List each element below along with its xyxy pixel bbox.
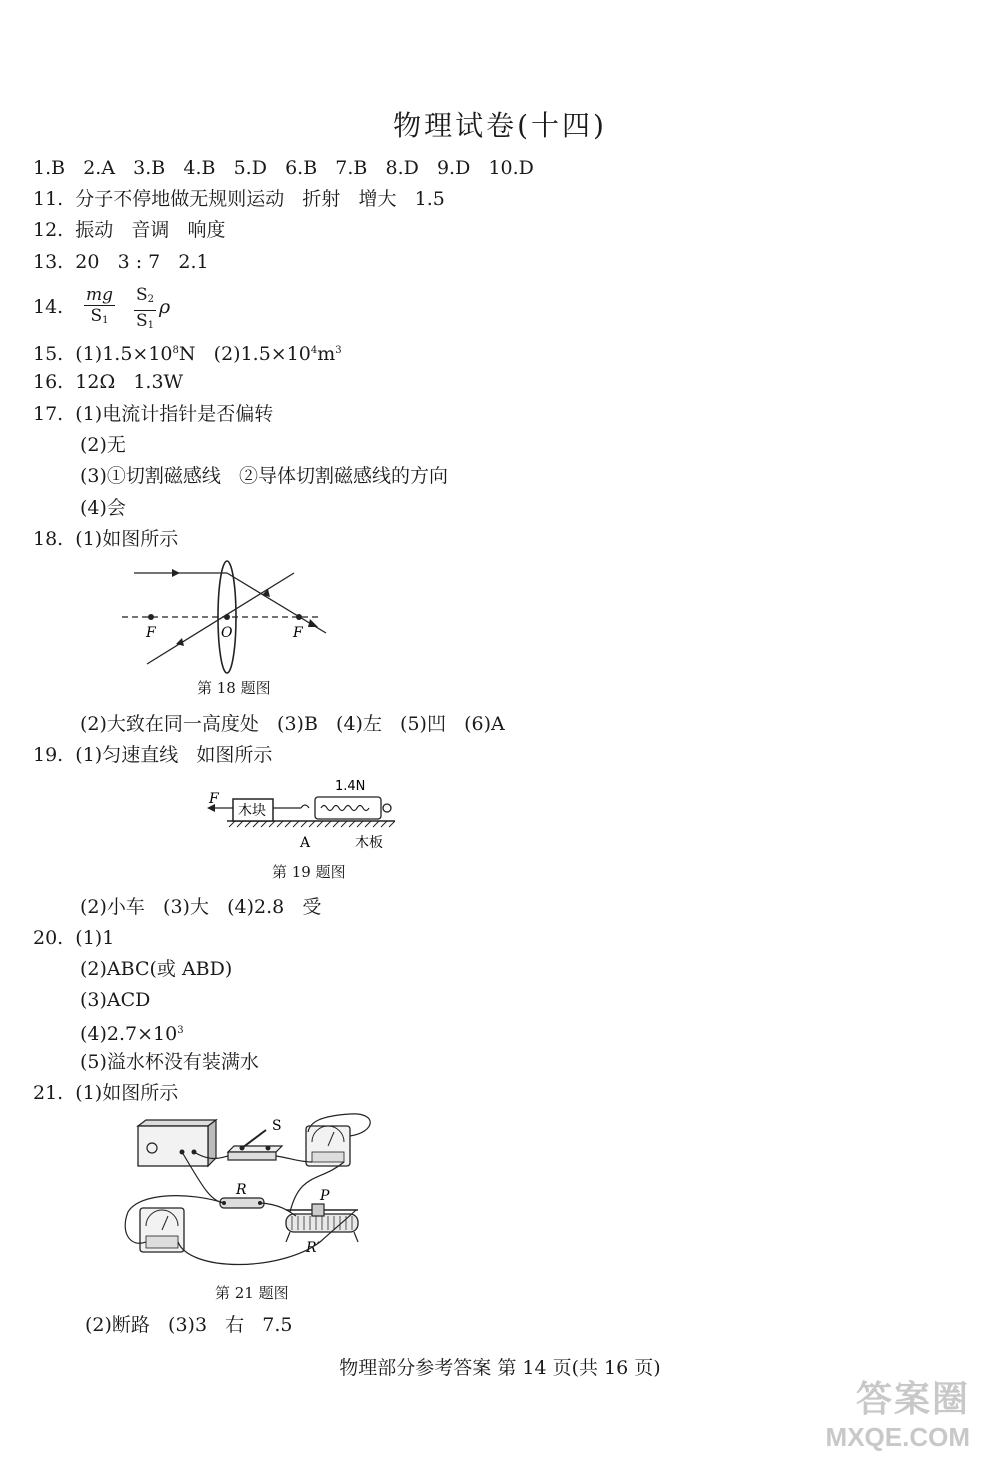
label-slider: P bbox=[320, 1188, 330, 1204]
answer-18-rest: (2)大致在同一高度处 (3)B (4)左 (5)凹 (6)A bbox=[80, 713, 505, 735]
answer-17-3: (3)①切割磁感线 ②导体切割磁感线的方向 bbox=[80, 465, 449, 487]
rho-symbol: ρ bbox=[159, 296, 171, 318]
page-title: 物理试卷(十四) bbox=[393, 109, 607, 142]
fraction-numerator: mg bbox=[86, 285, 114, 305]
resistor bbox=[220, 1198, 264, 1208]
circuit-diagram bbox=[120, 1112, 380, 1282]
formula-s2-over-s1 bbox=[134, 285, 156, 336]
fraction-denominator: $S_1$ bbox=[136, 311, 155, 331]
watermark-logo: 答案圈 bbox=[855, 1378, 970, 1419]
figure-18-caption: 第 18 题图 bbox=[197, 679, 271, 697]
focus-point-right bbox=[296, 614, 302, 620]
answer-17: 17. (1)电流计指针是否偏转 bbox=[33, 403, 274, 425]
arrow-head bbox=[172, 569, 180, 577]
label-rheostat: R′ bbox=[306, 1240, 320, 1256]
label-force: F bbox=[209, 791, 219, 807]
lens-ray-diagram bbox=[120, 555, 340, 675]
label-resistor: R bbox=[236, 1182, 247, 1198]
board-hatching bbox=[229, 821, 395, 827]
answer-row-1-10: 1.B 2.A 3.B 4.B 5.D 6.B 7.B 8.D 9.D 10.D bbox=[33, 157, 534, 179]
label-board: 木板 bbox=[355, 835, 383, 851]
ammeter-bottom-left bbox=[140, 1208, 184, 1252]
answer-19-rest: (2)小车 (3)大 (4)2.8 受 bbox=[80, 896, 322, 918]
optical-center bbox=[224, 614, 230, 620]
hook bbox=[301, 805, 309, 808]
spring-scale-diagram bbox=[205, 775, 405, 855]
power-supply bbox=[138, 1120, 216, 1166]
answer-14-label: 14. bbox=[33, 296, 64, 318]
watermark bbox=[826, 1371, 970, 1453]
watermark-url: MXQE.COM bbox=[825, 1422, 970, 1452]
label-reading: 1.4N bbox=[335, 779, 366, 794]
scale-ring bbox=[383, 804, 391, 812]
answer-16: 16. 12Ω 1.3W bbox=[33, 371, 184, 393]
answer-15: 15. $(1)1.5\times 10^8N$ $(2)1.5\times 10^4m^3$ bbox=[33, 343, 342, 365]
rheostat bbox=[286, 1204, 358, 1242]
fraction-denominator: $S_1$ bbox=[90, 306, 109, 326]
figure-19-caption: 第 19 题图 bbox=[272, 863, 346, 881]
label-center: O bbox=[221, 625, 233, 641]
label-focus-right: F bbox=[293, 625, 303, 641]
answer-20-2: (2)ABC(或 ABD) bbox=[80, 958, 233, 980]
answer-21-rest: (2)断路 (3)3 右 7.5 bbox=[85, 1314, 293, 1336]
label-focus-left: F bbox=[146, 625, 156, 641]
spring-scale bbox=[315, 797, 381, 819]
answer-20-4: $(4)2.7\times 10^3$ bbox=[80, 1023, 184, 1045]
answer-13: 13. 20 3 : 7 2.1 bbox=[33, 251, 209, 273]
formula-mg-over-s1 bbox=[84, 285, 115, 331]
page-footer: 物理部分参考答案 第 14 页(共 16 页) bbox=[339, 1357, 661, 1379]
figure-21-caption: 第 21 题图 bbox=[215, 1284, 289, 1302]
voltmeter-top-right bbox=[306, 1126, 350, 1166]
arrow-head bbox=[308, 619, 318, 627]
answer-20-3: (3)ACD bbox=[80, 989, 151, 1011]
answer-20-5: (5)溢水杯没有装满水 bbox=[80, 1051, 259, 1073]
focus-point-left bbox=[148, 614, 154, 620]
answer-21: 21. (1)如图所示 bbox=[33, 1082, 179, 1104]
answer-12: 12. 振动 音调 响度 bbox=[33, 219, 226, 241]
label-switch: S bbox=[272, 1118, 282, 1134]
answer-11: 11. 分子不停地做无规则运动 折射 增大 1.5 bbox=[33, 188, 445, 210]
fraction-numerator: $S_2$ bbox=[134, 285, 156, 311]
switch bbox=[228, 1130, 282, 1160]
answer-19: 19. (1)匀速直线 如图所示 bbox=[33, 744, 273, 766]
label-block: 木块 bbox=[238, 803, 266, 819]
answer-20: 20. (1)1 bbox=[33, 927, 115, 949]
label-a: A bbox=[300, 835, 311, 851]
answer-17-2: (2)无 bbox=[80, 434, 126, 456]
answer-18: 18. (1)如图所示 bbox=[33, 528, 179, 550]
answer-17-4: (4)会 bbox=[80, 497, 126, 519]
